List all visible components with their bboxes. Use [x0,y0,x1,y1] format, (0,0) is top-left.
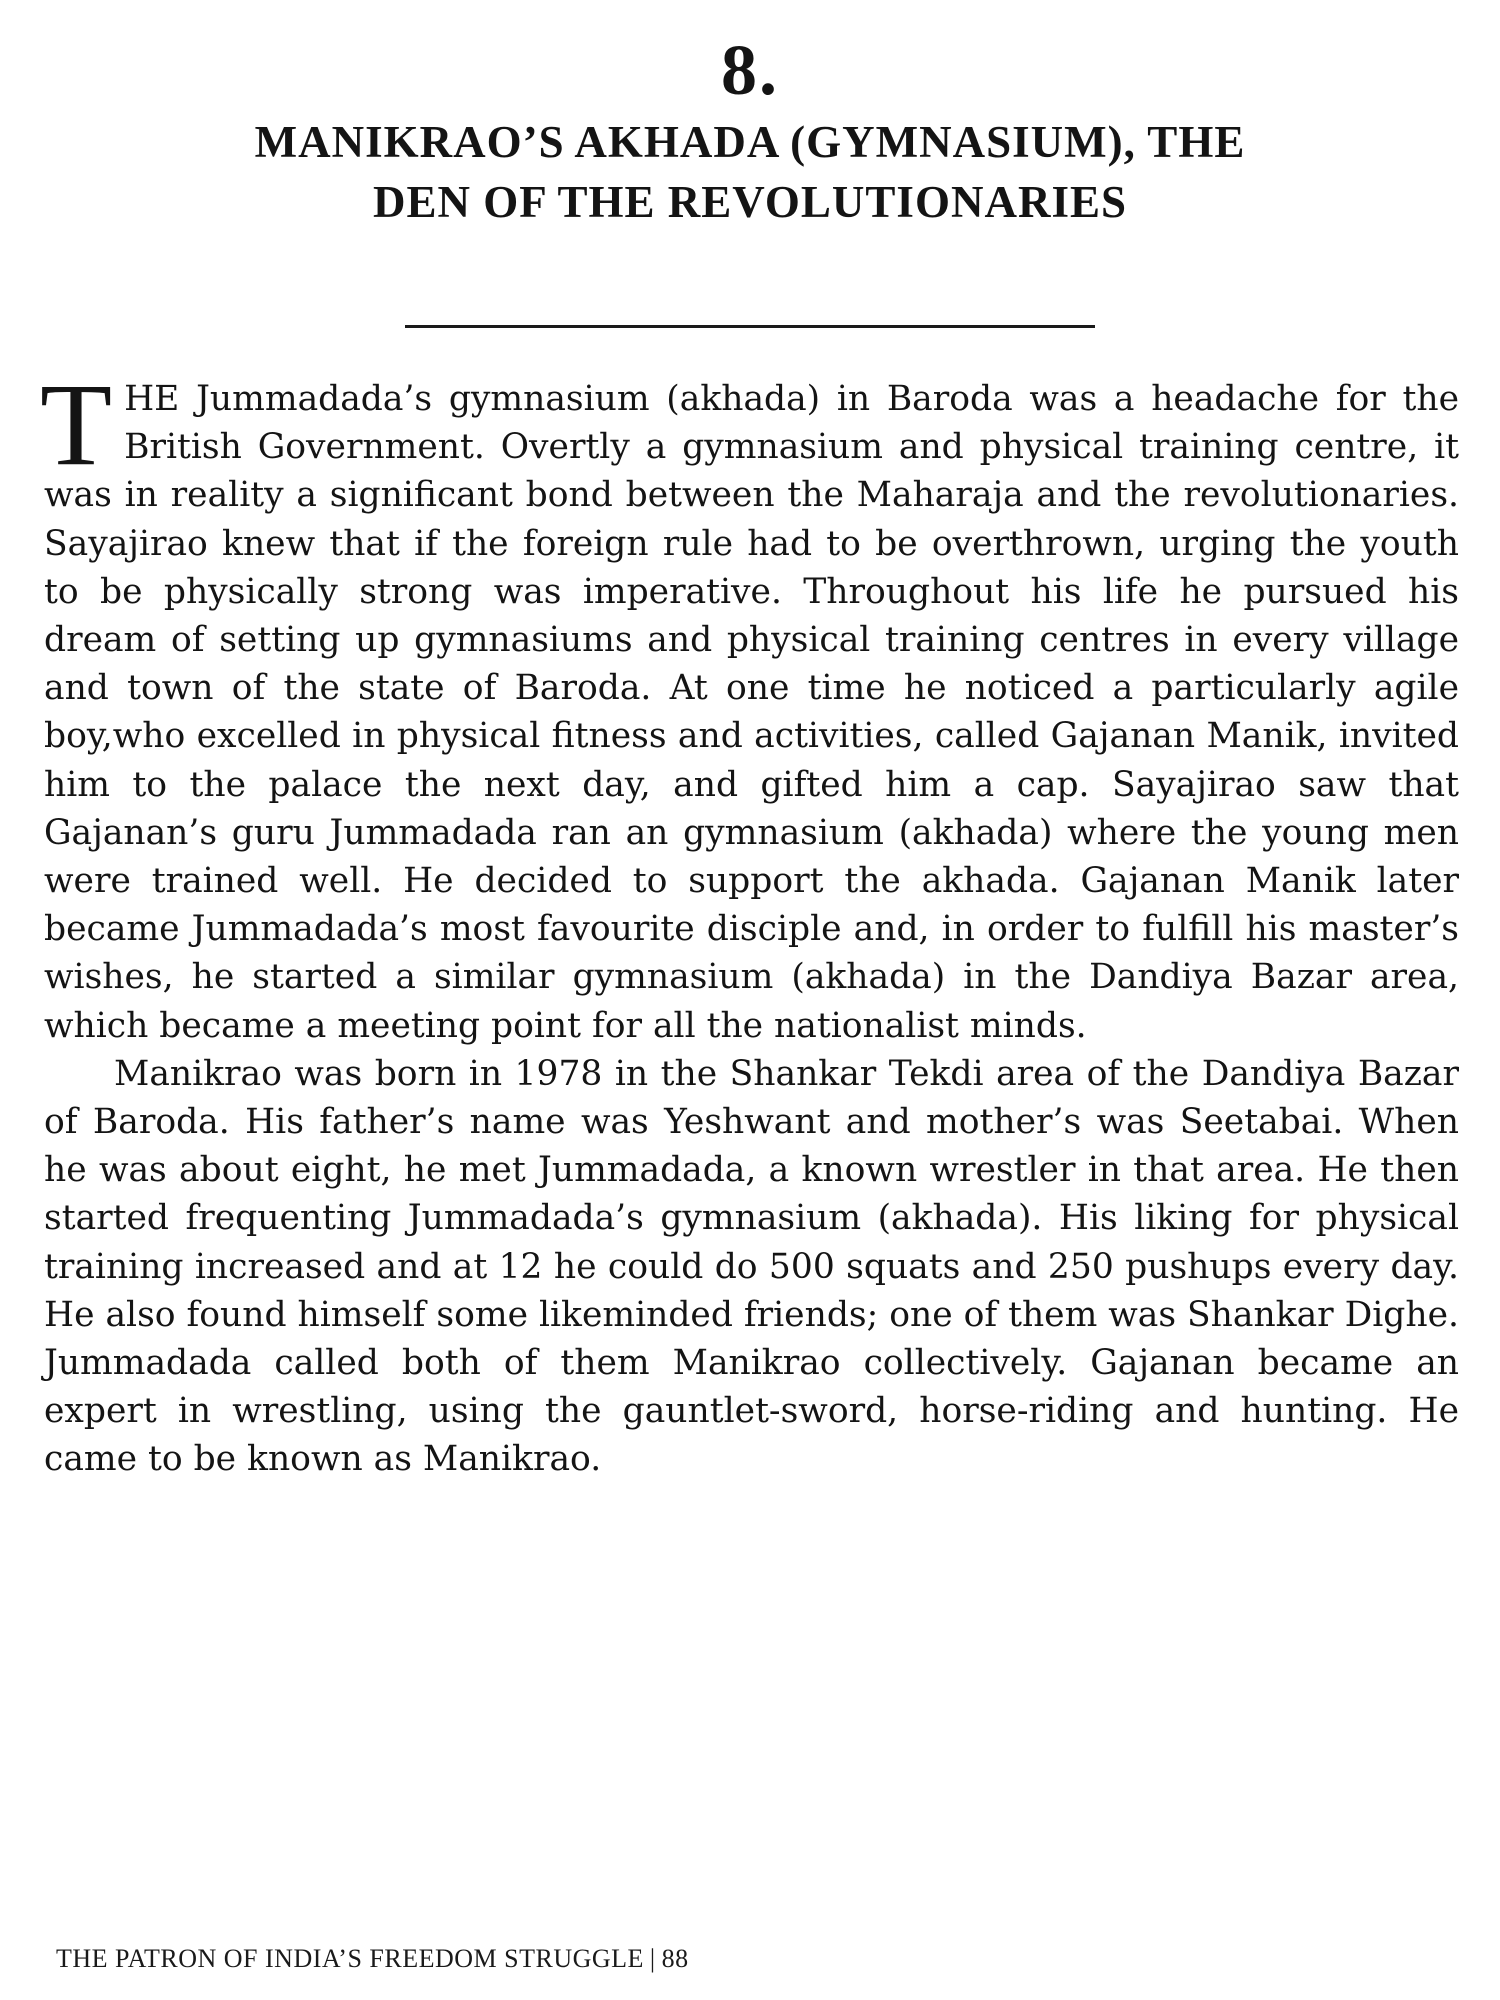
title-divider [405,325,1095,328]
chapter-title [60,112,1440,232]
paragraph-1 [40,359,1459,1050]
page-number: 88 [661,1944,689,1973]
paragraph-2: Manikrao was born in 1978 in the Shankar Tekdi area of the Dandiya Bazar of Baroda. His father’s name was Yeshwant and mother’s was Seetabai. When he was about eight, he met Jummadada, a known wrestler in that area. He then started frequenting Jummadada’s gymnasium (akhada). His liking for physical training increased and at 12 he could do 500 squats and 250 pushups every day. He also found himself some likeminded friends; one of them was Shankar Dighe. Jummadada called both of them Manikrao collectively. Gajanan became an expert in wrestling, using the gauntlet-sword, horse-riding and hunting. He came to be known as Manikrao. [44,1053,1459,1480]
chapter-title-line-2: DEN OF THE REVOLUTIONARIES [373,177,1127,227]
paragraph-1-text: HE Jummadada’s gymnasium (akhada) in Baroda was a headache for the British Government. Overtly a gymnasium and physical training centre, it was in reality a significant bond between the Maharaja and the revolutionaries. Sayajirao knew that if the foreign rule had to be overthrown, urging the youth to be physically strong was imperative. Throughout his life he pursued his dream of setting up gymnasiums and physical training centres in every village and town of the state of Baroda. At one time he noticed a particularly agile boy,who excelled in physical fitness and activities, called Gajanan Manik, invited him to the palace the next day, and gifted him a cap. Sayajirao saw that Gajanan’s guru Jummadada ran an gymnasium (akhada) where the young men were trained well. He decided to support the akhada. Gajanan Manik later became Jummadada’s most favourite disciple and, in order to fulfill his master’s wishes, he started a similar gymnasium (akhada) in the Dandiya Bazar area, which became a meeting point for all the nationalist minds. [44,379,1459,1046]
footer-separator: | [649,1944,656,1973]
page-footer [56,1944,689,1974]
chapter-number: 8. [721,30,779,110]
drop-cap: T [40,359,113,490]
chapter-title-line-1: MANIKRAO’S AKHADA (GYMNASIUM), THE [254,117,1246,167]
footer-book-title: THE PATRON OF INDIA’S FREEDOM STRUGGLE [56,1944,644,1973]
chapter-body [40,359,1459,1484]
